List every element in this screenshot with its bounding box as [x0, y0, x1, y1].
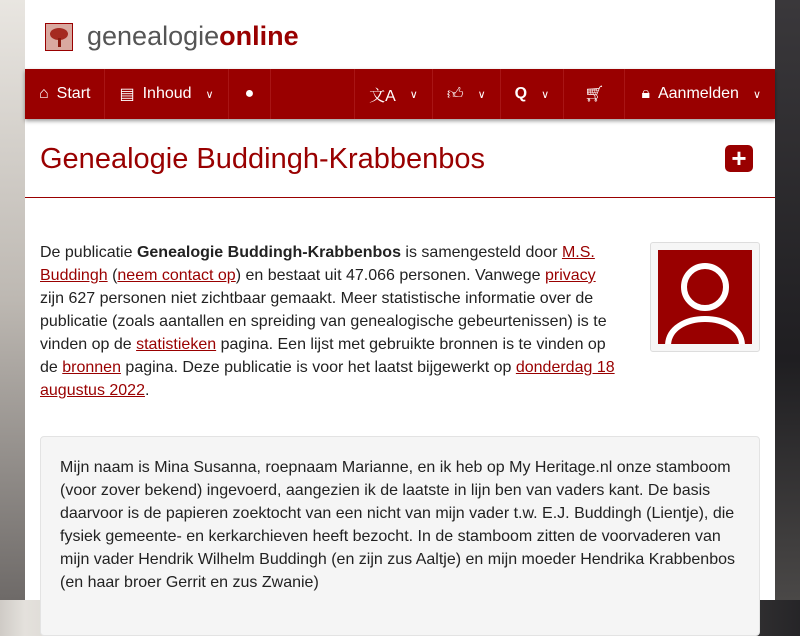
- nav-start-label: Start: [56, 85, 91, 102]
- nav-inhoud-label: Inhoud: [142, 85, 192, 102]
- search-icon: Q: [514, 85, 528, 102]
- nav-spacer: [271, 69, 355, 119]
- nav-chat[interactable]: [229, 69, 272, 119]
- logo-text-light: genealogie: [87, 21, 220, 51]
- statistics-link[interactable]: statistieken: [136, 336, 217, 353]
- chevron-down-icon: ∨: [541, 88, 550, 101]
- nav-aanmelden-label: Aanmelden: [657, 85, 739, 102]
- tree-logo-icon: [45, 23, 73, 51]
- chevron-down-icon: ∨: [205, 88, 214, 101]
- home-icon: ⌂: [39, 85, 49, 102]
- main-nav: [25, 69, 775, 119]
- nav-start[interactable]: [25, 69, 105, 119]
- chevron-down-icon: ∨: [477, 88, 486, 101]
- logo[interactable]: [45, 21, 299, 52]
- avatar: [650, 242, 760, 352]
- sources-link[interactable]: bronnen: [62, 359, 121, 376]
- divider: [25, 197, 775, 198]
- book-icon: ▤: [119, 86, 135, 103]
- nav-cart[interactable]: [564, 69, 625, 119]
- nav-language[interactable]: [355, 69, 433, 119]
- contact-link[interactable]: neem contact op: [117, 267, 236, 284]
- lock-icon: 🔒︎: [641, 85, 650, 102]
- page: [25, 0, 775, 600]
- cart-icon: 🛒︎: [584, 86, 605, 103]
- nav-inhoud[interactable]: [105, 69, 228, 119]
- logo-text-bold: online: [219, 21, 299, 51]
- comments-icon: ●: [244, 85, 255, 102]
- language-icon: 文A: [369, 87, 396, 105]
- intro-paragraph: De publicatie Genealogie Buddingh-Krabbenbos is samengesteld door M.S. Buddingh (neem contact op) en bestaat uit 47.066 personen. Vanwege privacy zijn 627 personen niet zichtbaar gemaakt. Meer statistische informatie over de publicatie (zoals aantallen en spreiding van genealogische gebeurtenissen) is te vinden op de statistieken pagina. Een lijst met gebruikte bronnen is te vinden op de bronnen pagina. Deze publicatie is voor het laatst bijgewerkt op donderdag 18 augustus 2022.: [40, 244, 615, 399]
- nav-search[interactable]: [501, 69, 565, 119]
- description-box: Mijn naam is Mina Susanna, roepnaam Marianne, en ik heb op My Heritage.nl onze stamboom (voor zover bekend) ingevoerd, aangezien ik de laatste in lijn ben van vaders kant. De basis daarvoor is de papieren zoektocht van een nicht van mijn vader t.w. E.J. Buddingh (Lientje), die fysiek gemeente- en kerkarchieven heeft bezocht. In de stamboom zitten de voorvaderen van mijn vader Hendrik Wilhelm Buddingh (en zijn zus Aaltje) en mijn moeder Hendrika Krabbenbos (en haar broer Gerrit en zus Zwanie): [40, 436, 760, 636]
- background-right: [775, 0, 800, 600]
- chevron-down-icon: ∨: [409, 88, 418, 101]
- privacy-link[interactable]: privacy: [544, 267, 596, 284]
- page-title: Genealogie Buddingh-Krabbenbos: [40, 143, 486, 175]
- plus-icon[interactable]: +: [725, 145, 753, 172]
- chevron-down-icon: ∨: [752, 88, 761, 101]
- user-icon: [658, 250, 752, 344]
- background-left: [0, 0, 25, 600]
- nav-share[interactable]: [433, 69, 501, 119]
- nav-aanmelden[interactable]: [625, 69, 775, 119]
- thumbs-up-icon: 👍︎: [446, 85, 464, 103]
- date-link[interactable]: donderdag 18 augustus 2022: [40, 359, 615, 399]
- author-link[interactable]: M.S. Buddingh: [40, 244, 595, 284]
